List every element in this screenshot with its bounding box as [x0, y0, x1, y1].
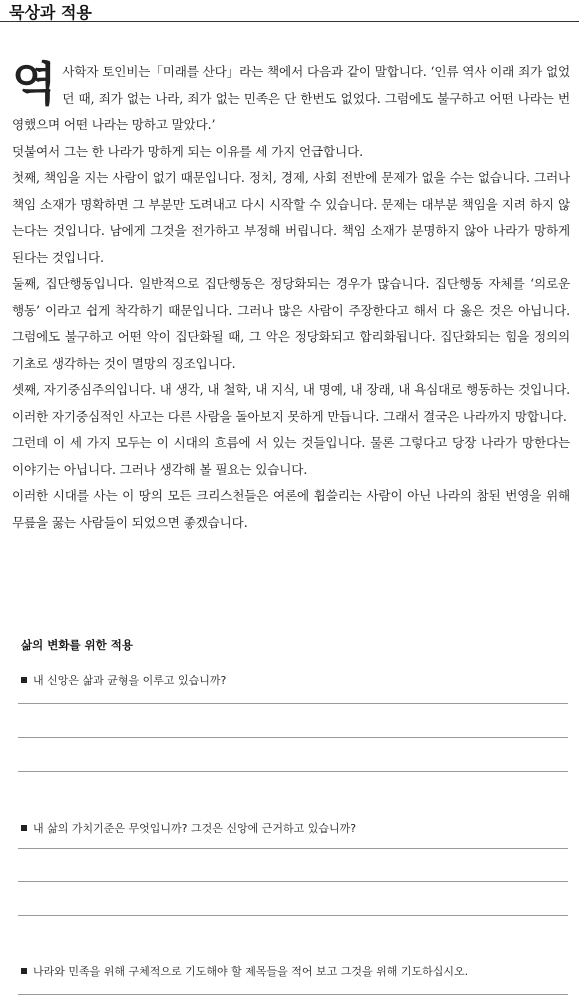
- answer-line[interactable]: [18, 881, 568, 882]
- question-text: 내 신앙은 삶과 균형을 이루고 있습니까?: [33, 674, 227, 687]
- question-item: [21, 820, 356, 836]
- question-item: [21, 963, 468, 979]
- application-title: 삶의 변화를 위한 적용: [21, 638, 133, 652]
- paragraph: 덧붙여서 그는 한 나라가 망하게 되는 이유를 세 가지 언급합니다.: [12, 143, 363, 159]
- answer-line[interactable]: [18, 771, 568, 772]
- meditation-body: [12, 59, 570, 536]
- square-bullet-icon: [21, 825, 27, 831]
- question-text: 내 삶의 가치기준은 무엇입니까? 그것은 신앙에 근거하고 있습니까?: [33, 822, 357, 835]
- question-text: 나라와 민족을 위해 구체적으로 기도해야 할 제목들을 적어 보고 그것을 위해 기도하십시오.: [33, 965, 469, 978]
- section-title: 묵상과 적용: [9, 3, 92, 22]
- paragraph: 첫째, 책임을 지는 사람이 없기 때문입니다. 정치, 경제, 사회 전반에 문제가 없을 수는 없습니다. 그러나 책임 소재가 명확하면 그 부분만 도려내고 다시 시작할 수 있습니다. 문제는 대부분 책임을 지려 하지 않는다는 것입니다. 남에게 그것을 전가하고 부정해 버립니다. 책임 소재가 분명하지 않아 나라가 망하게 된다는 것입니다.: [12, 170, 570, 265]
- paragraph-intro: [12, 59, 570, 139]
- page-header: [0, 0, 579, 30]
- paragraph: 그런데 이 세 가지 모두는 이 시대의 흐름에 서 있는 것들입니다. 물론 그렇다고 당장 나라가 망한다는 이야기는 아닙니다. 그러나 생각해 볼 필요는 있습니다.: [12, 435, 570, 477]
- answer-line[interactable]: [18, 915, 568, 916]
- paragraph: 셋째, 자기중심주의입니다. 내 생각, 내 철학, 내 지식, 내 명예, 내 장래, 내 욕심대로 행동하는 것입니다. 이러한 자기중심적인 사고는 다른 사람을 돌아보지 못하게 만듭니다. 그래서 결국은 나라까지 망합니다.: [12, 382, 570, 424]
- dropcap-letter: 역: [12, 57, 57, 111]
- header-rule: [0, 21, 579, 22]
- square-bullet-icon: [21, 968, 27, 974]
- answer-line[interactable]: [18, 737, 568, 738]
- paragraph: 둘째, 집단행동입니다. 일반적으로 집단행동은 정당화되는 경우가 많습니다. 집단행동 자체를 ‘의로운 행동’ 이라고 쉽게 착각하기 때문입니다. 그러나 많은 사람이 주장한다고 해서 다 옳은 것은 아닙니다. 그럼에도 불구하고 어떤 악이 집단화될 때, 그 악은 정당화되고 합리화됩니다. 집단화되는 힘을 정의의 기초로 생각하는 것이 멸망의 징조입니다.: [12, 276, 570, 371]
- paragraph: 이러한 시대를 사는 이 땅의 모든 크리스천들은 여론에 휩쓸리는 사람이 아닌 나라의 참된 번영을 위해 무릎을 꿇는 사람들이 되었으면 좋겠습니다.: [12, 488, 570, 530]
- answer-line[interactable]: [18, 848, 568, 849]
- answer-line[interactable]: [18, 703, 568, 704]
- paragraph-text: 사학자 토인비는「미래를 산다」라는 책에서 다음과 같이 말합니다. ‘인류 역사 이래 죄가 없었던 때, 죄가 없는 나라, 죄가 없는 민족은 단 한번도 없었다. 그럼에도 불구하고 어떤 나라는 번영했으며 어떤 나라는 망하고 말았다.’: [12, 64, 570, 132]
- square-bullet-icon: [21, 677, 27, 683]
- answer-line[interactable]: [18, 994, 568, 995]
- question-item: [21, 672, 226, 688]
